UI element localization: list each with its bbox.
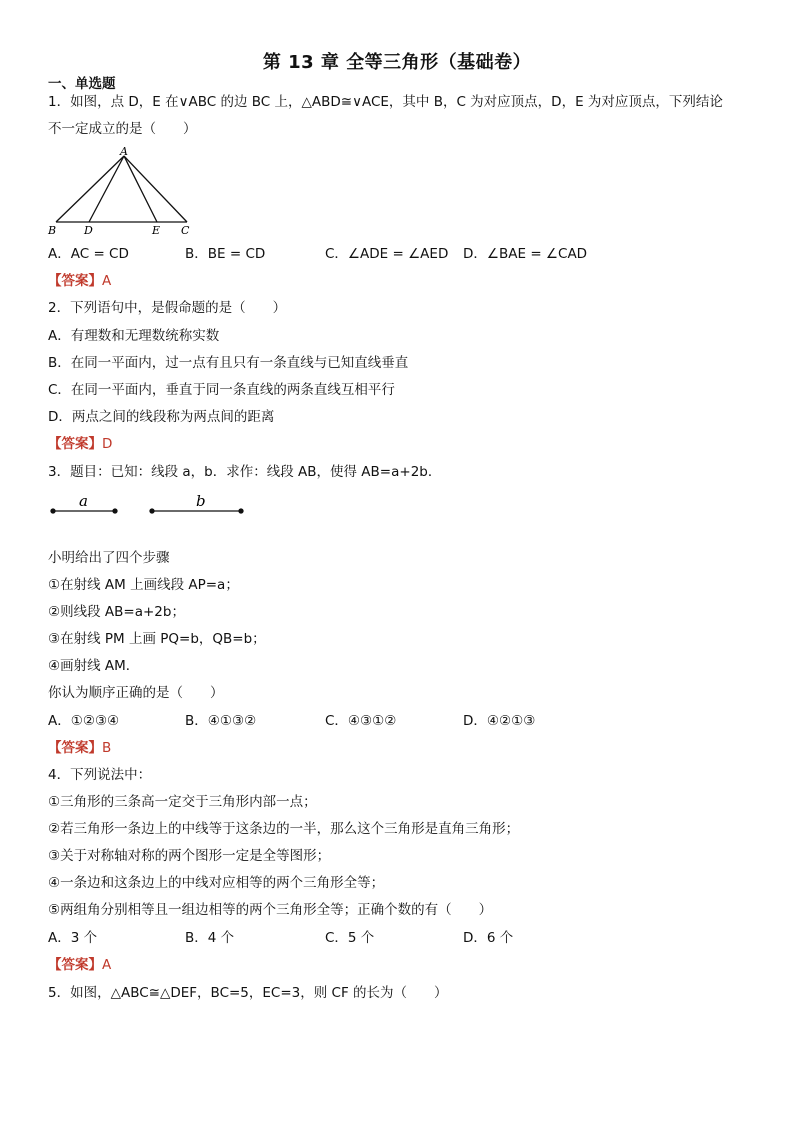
q1-option-a: A．AC = CD (48, 246, 129, 262)
q1-label-e: E (152, 224, 161, 237)
q3-segment-b-end (239, 509, 243, 513)
q3-step-4: ④画射线 AM． (48, 658, 140, 674)
q2-answer (48, 434, 112, 454)
q3-answer-value: B (102, 740, 112, 756)
q3-stem: 3．题目：已知：线段 a，b．求作：线段 AB，使得 AB=a+2b． (48, 464, 442, 480)
q1-label-c: C (181, 224, 190, 237)
q4-item-2: ②若三角形一条边上的中线等于这条边的一半，那么这个三角形是直角三角形； (48, 821, 520, 837)
q1-line-ae (124, 156, 157, 222)
q4-option-a: A．3 个 (48, 930, 98, 946)
q3-answer (48, 738, 111, 758)
q2-option-a: A．有理数和无理数统称实数 (48, 328, 220, 344)
page-title: 第 13 章 全等三角形（基础卷） (262, 52, 532, 73)
q4-item-5: ⑤两组角分别相等且一组边相等的两个三角形全等；正确个数的有（ ） (48, 902, 493, 918)
q3-option-d: D．④②①③ (463, 713, 536, 729)
q3-label-b: b (196, 492, 206, 510)
q3-step-3: ③在射线 PM 上画 PQ=b，QB=b； (48, 631, 266, 647)
q5-stem: 5．如图，△ABC≅△DEF，BC=5，EC=3，则 CF 的长为（ ） (48, 985, 448, 1001)
q4-option-d: D．6 个 (463, 930, 514, 946)
q3-option-b: B．④①③② (185, 713, 257, 729)
q3-segments-figure (48, 490, 248, 520)
q2-answer-label: 【答案】 (48, 436, 102, 452)
q2-option-d: D．两点之间的线段称为两点间的距离 (48, 409, 275, 425)
q1-line-ad (89, 156, 124, 222)
q1-triangle-figure (44, 146, 204, 238)
q2-option-b: B．在同一平面内，过一点有且只有一条直线与已知直线垂直 (48, 355, 409, 371)
q1-label-b: B (48, 224, 57, 237)
q1-label-d: D (84, 224, 93, 237)
q1-line-ab (56, 156, 124, 222)
q4-item-1: ①三角形的三条高一定交于三角形内部一点； (48, 794, 317, 810)
q4-answer-label: 【答案】 (48, 957, 102, 973)
q3-step-2: ②则线段 AB=a+2b； (48, 604, 185, 620)
q3-intro: 小明给出了四个步骤 (48, 550, 170, 566)
q1-answer-value: A (102, 273, 112, 289)
q4-item-3: ③关于对称轴对称的两个图形一定是全等图形； (48, 848, 331, 864)
q2-answer-value: D (102, 436, 113, 452)
q3-segment-a-end (113, 509, 117, 513)
q1-option-d: D．∠BAE = ∠CAD (463, 246, 588, 262)
q1-option-c: C．∠ADE = ∠AED (325, 246, 449, 262)
q1-label-a: A (120, 146, 128, 158)
q1-stem-line2: 不一定成立的是（ ） (48, 121, 197, 137)
q4-option-c: C．5 个 (325, 930, 375, 946)
q4-option-b: B．4 个 (185, 930, 235, 946)
q4-answer (48, 955, 111, 975)
q4-stem: 4．下列说法中： (48, 767, 152, 783)
q1-line-ac (124, 156, 187, 222)
q1-option-b: B．BE = CD (185, 246, 266, 262)
q1-stem-line1: 1．如图，点 D，E 在∨ABC 的边 BC 上，△ABD≅∨ACE，其中 B，C 为对应顶点，D，E 为对应顶点，下列结论 (48, 94, 723, 110)
q3-answer-label: 【答案】 (48, 740, 102, 756)
q2-stem: 2．下列语句中，是假命题的是（ ） (48, 300, 287, 316)
q3-segment-b-start (150, 509, 154, 513)
q1-answer (48, 271, 111, 291)
q3-label-a: a (79, 492, 88, 510)
q2-option-c: C．在同一平面内，垂直于同一条直线的两条直线互相平行 (48, 382, 395, 398)
q3-option-a: A．①②③④ (48, 713, 120, 729)
q4-answer-value: A (102, 957, 112, 973)
q3-option-c: C．④③①② (325, 713, 397, 729)
q4-item-4: ④一条边和这条边上的中线对应相等的两个三角形全等； (48, 875, 385, 891)
q3-question: 你认为顺序正确的是（ ） (48, 685, 224, 701)
q1-answer-label: 【答案】 (48, 273, 102, 289)
q3-step-1: ①在射线 AM 上画线段 AP=a； (48, 577, 239, 593)
section-heading: 一、单选题 (48, 76, 116, 92)
q3-segment-a-start (51, 509, 55, 513)
